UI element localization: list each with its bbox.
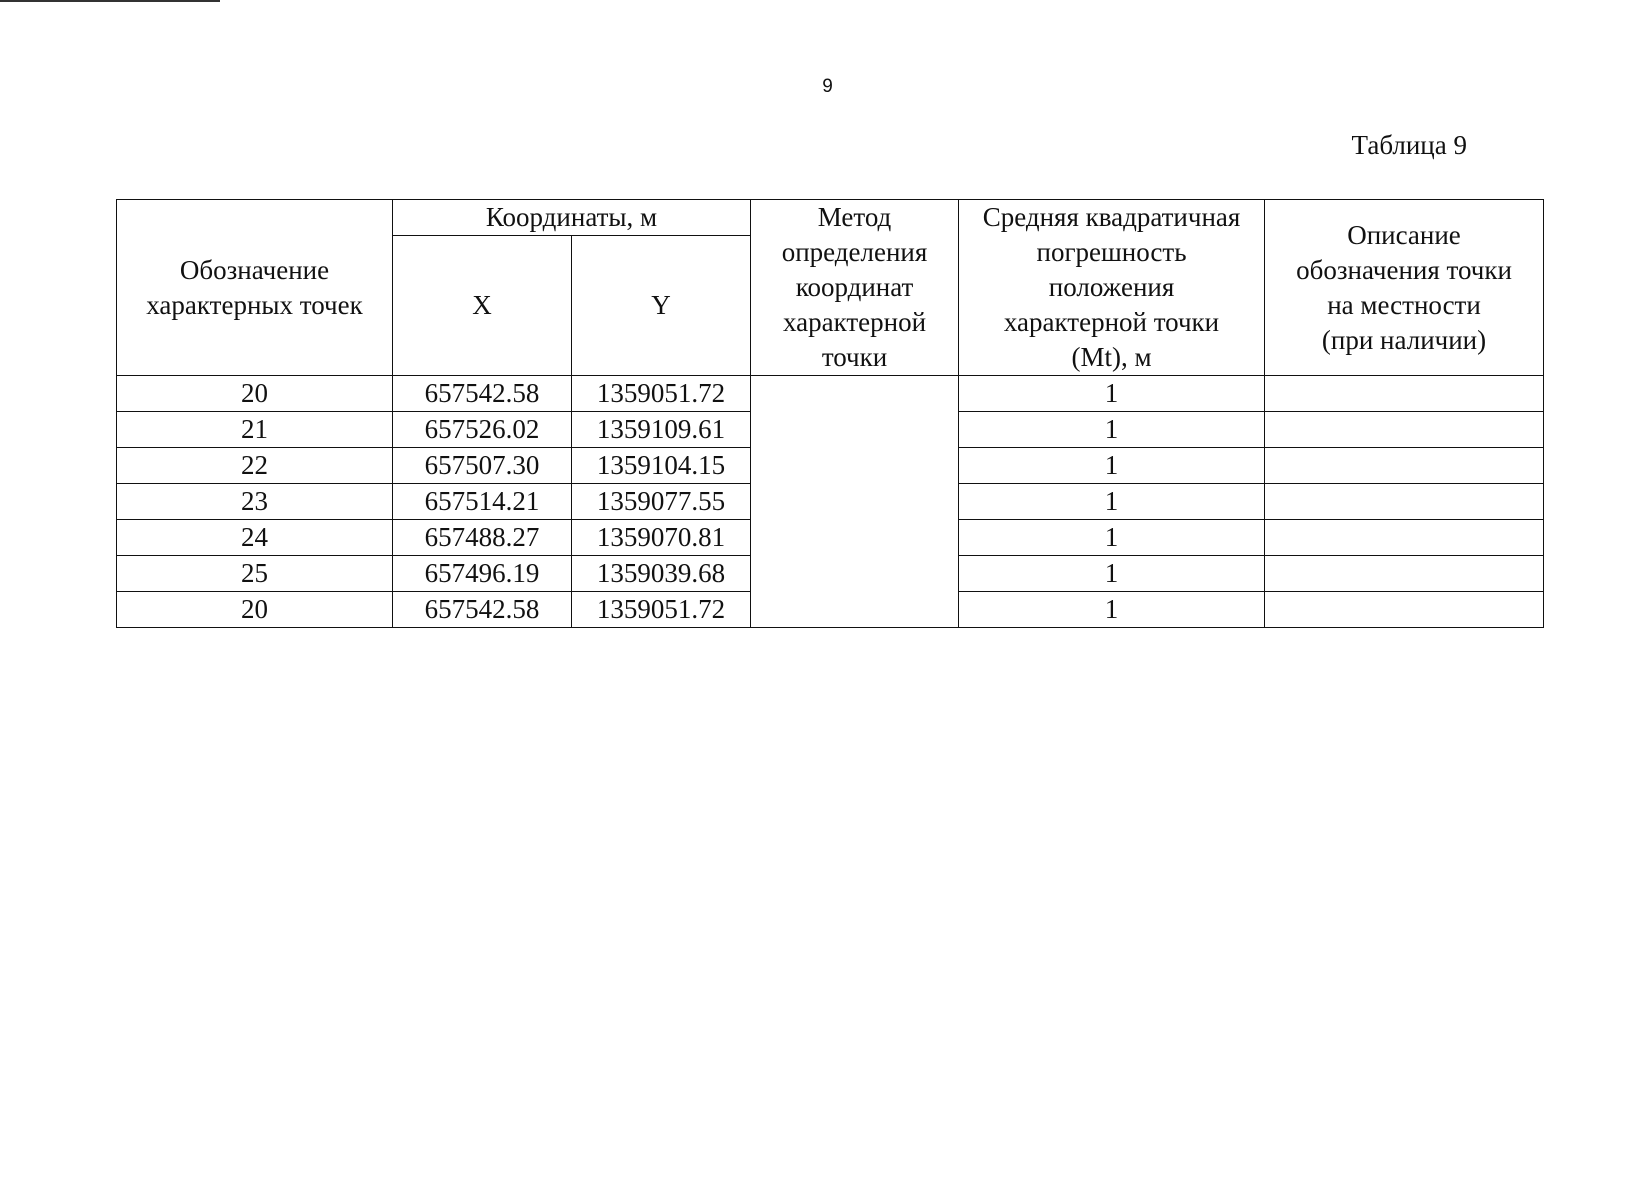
cell-error: 1 xyxy=(959,520,1265,556)
coordinates-table xyxy=(116,199,1544,628)
cell-y: 1359051.72 xyxy=(572,592,751,628)
cell-error: 1 xyxy=(959,484,1265,520)
cell-x: 657496.19 xyxy=(393,556,572,592)
cell-y: 1359070.81 xyxy=(572,520,751,556)
cell-error: 1 xyxy=(959,556,1265,592)
cell-point-id: 20 xyxy=(117,376,393,412)
cell-y: 1359077.55 xyxy=(572,484,751,520)
cell-error: 1 xyxy=(959,448,1265,484)
header-x: X xyxy=(393,236,572,376)
cell-description xyxy=(1265,412,1544,448)
cell-point-id: 24 xyxy=(117,520,393,556)
cell-y: 1359039.68 xyxy=(572,556,751,592)
cell-error: 1 xyxy=(959,412,1265,448)
cell-x: 657542.58 xyxy=(393,592,572,628)
cell-description xyxy=(1265,556,1544,592)
header-coordinates: Координаты, м xyxy=(393,200,751,236)
table-row xyxy=(117,376,1544,412)
table-body xyxy=(117,376,1544,628)
cell-description xyxy=(1265,448,1544,484)
cell-description xyxy=(1265,592,1544,628)
cell-y: 1359051.72 xyxy=(572,376,751,412)
table-caption: Таблица 9 xyxy=(1351,130,1467,160)
cell-error: 1 xyxy=(959,376,1265,412)
cell-x: 657514.21 xyxy=(393,484,572,520)
cell-point-id: 21 xyxy=(117,412,393,448)
cell-description xyxy=(1265,520,1544,556)
header-y: Y xyxy=(572,236,751,376)
header-mean-square-error: Средняя квадратичная погрешность положения характерной точки (Mt), м xyxy=(959,200,1265,376)
header-method: Метод определения координат характерной точки xyxy=(751,200,959,376)
scan-top-rule xyxy=(0,0,220,2)
cell-point-id: 20 xyxy=(117,592,393,628)
header-point-designation: Обозначение характерных точек xyxy=(117,200,393,376)
cell-point-id: 25 xyxy=(117,556,393,592)
cell-point-id: 22 xyxy=(117,448,393,484)
cell-y: 1359109.61 xyxy=(572,412,751,448)
cell-method xyxy=(751,376,959,628)
cell-x: 657542.58 xyxy=(393,376,572,412)
cell-description xyxy=(1265,484,1544,520)
cell-description xyxy=(1265,376,1544,412)
page-number: 9 xyxy=(822,76,833,97)
cell-x: 657526.02 xyxy=(393,412,572,448)
cell-point-id: 23 xyxy=(117,484,393,520)
header-point-description: Описание обозначения точки на местности (при наличии) xyxy=(1265,200,1544,376)
cell-x: 657507.30 xyxy=(393,448,572,484)
cell-y: 1359104.15 xyxy=(572,448,751,484)
cell-error: 1 xyxy=(959,592,1265,628)
cell-x: 657488.27 xyxy=(393,520,572,556)
